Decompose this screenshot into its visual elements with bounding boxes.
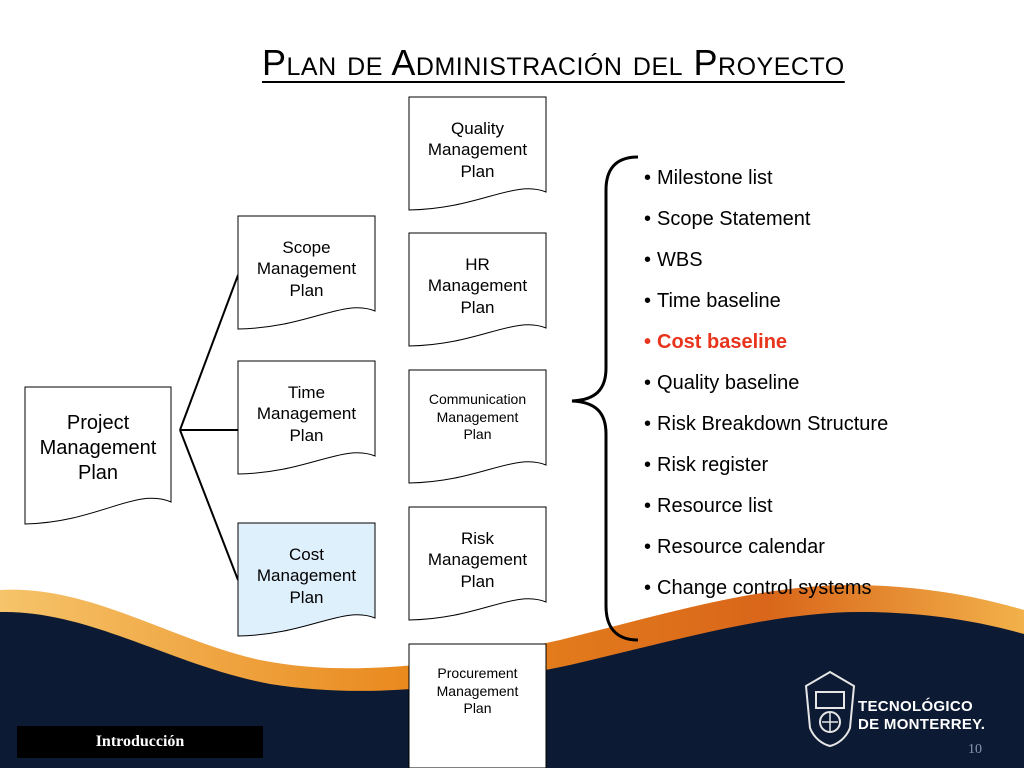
doc-line: Plan [289, 587, 324, 607]
bullet-dot: • [644, 249, 652, 271]
bullet-item [644, 568, 888, 609]
doc-line: Plan [463, 426, 492, 442]
doc-line: Scope [282, 238, 331, 257]
bullet-item [644, 404, 888, 445]
doc-line: Plan [460, 571, 495, 591]
quality-management-plan-doc [409, 97, 546, 217]
bullet-dot: • [644, 208, 652, 230]
doc-line: Plan [77, 462, 119, 484]
bullet-item [644, 199, 888, 240]
brand-wordmark [858, 698, 985, 734]
bullet-dot: • [644, 372, 652, 394]
curly-brace [572, 157, 638, 640]
doc-line: Procurement [437, 665, 518, 681]
doc-line: Management [427, 140, 528, 160]
doc-line: HR [465, 255, 490, 274]
doc-line: Cost [289, 545, 324, 564]
brand-line: TECNOLÓGICO [858, 698, 973, 715]
bullet-dot: • [644, 495, 652, 517]
bullet-text: Quality baseline [657, 372, 800, 394]
procurement-management-plan-doc [409, 644, 546, 764]
doc-line: Management [436, 682, 519, 699]
doc-line: Quality [451, 119, 504, 138]
bullet-item [644, 486, 888, 527]
bullet-item [644, 527, 888, 568]
page-number: 10 [968, 742, 982, 757]
communication-management-plan-doc [409, 370, 546, 490]
bullet-dot: • [644, 577, 652, 599]
cost-management-plan-doc [238, 523, 375, 643]
brand-line: DE MONTERREY. [858, 716, 986, 733]
section-footer-label: Introducción [17, 726, 263, 758]
doc-line: Risk [460, 529, 495, 548]
hr-management-plan-doc [409, 233, 546, 353]
tec-monterrey-seal-icon [800, 668, 860, 748]
bullet-text: Change control systems [657, 577, 872, 599]
bullet-text: Scope Statement [657, 208, 811, 230]
bullet-dot: • [644, 167, 652, 189]
doc-line: Plan [289, 280, 324, 300]
baseline-bullet-list [644, 158, 888, 609]
time-management-plan-doc [238, 361, 375, 481]
doc-line: Management [39, 437, 157, 459]
doc-line: Plan [289, 425, 324, 445]
doc-line: Management [256, 404, 357, 424]
bullet-text: Time baseline [657, 290, 781, 312]
bullet-item [644, 281, 888, 322]
bullet-item-highlighted [644, 322, 888, 363]
doc-line: Project [66, 412, 130, 434]
doc-line: Management [427, 550, 528, 570]
bullet-text: Cost baseline [657, 331, 788, 353]
bullet-text: Milestone list [657, 167, 773, 189]
bullet-item [644, 445, 888, 486]
bullet-dot: • [644, 454, 652, 476]
bullet-item [644, 158, 888, 199]
project-management-plan-doc [25, 387, 171, 532]
bullet-text: Resource list [657, 495, 773, 517]
bullet-dot: • [644, 290, 652, 312]
doc-line: Management [436, 408, 519, 425]
doc-line: Time [287, 383, 326, 402]
bullet-dot: • [644, 413, 652, 435]
bullet-text: Risk Breakdown Structure [657, 413, 889, 435]
slide-title: Plan de Administración del Proyecto [262, 42, 845, 83]
bullet-dot: • [644, 331, 652, 353]
bullet-text: WBS [657, 249, 703, 271]
bullet-dot: • [644, 536, 652, 558]
risk-management-plan-doc [409, 507, 546, 627]
bullet-text: Risk register [657, 454, 769, 476]
scope-management-plan-doc [238, 216, 375, 336]
doc-line: Management [256, 259, 357, 279]
doc-line: Plan [460, 297, 495, 317]
doc-line: Plan [463, 700, 492, 716]
bullet-item [644, 363, 888, 404]
doc-line: Management [427, 276, 528, 296]
doc-line: Management [256, 566, 357, 586]
doc-line: Communication [428, 391, 527, 407]
bullet-text: Resource calendar [657, 536, 825, 558]
bullet-item [644, 240, 888, 281]
doc-line: Plan [460, 161, 495, 181]
